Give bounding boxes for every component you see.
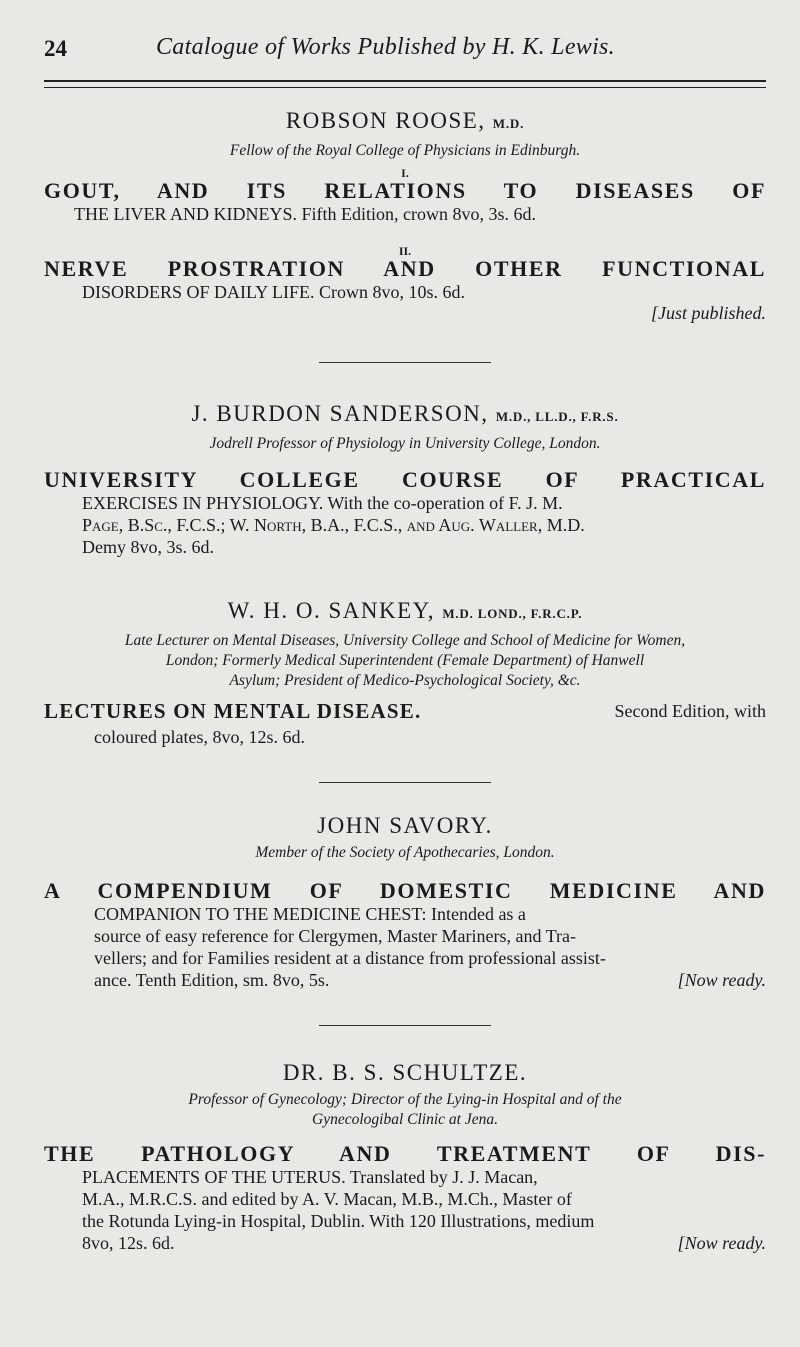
- entry-robson-roose: [44, 108, 766, 324]
- author-name: W. H. O. SANKEY, M.D. LOND., F.R.C.P.: [227, 598, 583, 623]
- work-title: THE PATHOLOGY AND TREATMENT OF DIS-: [44, 1141, 766, 1166]
- publication-note: [Now ready.: [677, 1233, 766, 1253]
- work-description-line: Page, B.Sc., F.C.S.; W. North, B.A., F.C.S., and Aug. Waller, M.D.: [82, 515, 585, 535]
- work-title: NERVE PROSTRATION AND OTHER FUNCTIONAL: [44, 256, 766, 281]
- work-description-line: COMPANION TO THE MEDICINE CHEST: Intended as a: [94, 904, 526, 924]
- work-title: GOUT, AND ITS RELATIONS TO DISEASES OF: [44, 178, 766, 203]
- work-description-last: [44, 1232, 766, 1254]
- author-affiliation-line: Gynecologibal Clinic at Jena.: [312, 1111, 498, 1128]
- work-description-line: PLACEMENTS OF THE UTERUS. Translated by J. J. Macan,: [82, 1167, 538, 1187]
- work-description-line: vellers; and for Families resident at a distance from professional assist-: [94, 948, 606, 968]
- author-name: JOHN SAVORY.: [317, 813, 493, 838]
- author-affiliation: Fellow of the Royal College of Physicians in Edinburgh.: [229, 142, 581, 159]
- author-name: J. BURDON SANDERSON, M.D., LL.D., F.R.S.: [191, 401, 619, 426]
- work-title: A COMPENDIUM OF DOMESTIC MEDICINE AND: [44, 878, 766, 903]
- work-description: THE LIVER AND KIDNEYS. Fifth Edition, crown 8vo, 3s. 6d.: [74, 204, 536, 224]
- header-double-rule: [44, 80, 766, 88]
- work-description-line: EXERCISES IN PHYSIOLOGY. With the co-operation of F. J. M.: [82, 493, 563, 513]
- page-number: 24: [44, 36, 67, 61]
- work-numeral: I.: [401, 166, 409, 180]
- work-title: UNIVERSITY COLLEGE COURSE OF PRACTICAL: [44, 467, 766, 492]
- author-name: ROBSON ROOSE, M.D.: [285, 108, 525, 133]
- entry-schultze: [44, 1060, 766, 1254]
- author-name: DR. B. S. SCHULTZE.: [282, 1060, 528, 1085]
- section-divider: [319, 1025, 491, 1026]
- work-description-last: [44, 969, 766, 991]
- running-title: Catalogue of Works Published by H. K. Lewis.: [156, 34, 615, 60]
- work-description: DISORDERS OF DAILY LIFE. Crown 8vo, 10s. 6d.: [82, 282, 466, 302]
- work-description-line: Demy 8vo, 3s. 6d.: [82, 537, 214, 557]
- work-description-line: M.A., M.R.C.S. and edited by A. V. Macan, M.B., M.Ch., Master of: [82, 1189, 572, 1209]
- author-affiliation-line: Professor of Gynecology; Director of the Lying-in Hospital and of the: [188, 1091, 622, 1108]
- work-description-line: the Rotunda Lying-in Hospital, Dublin. With 120 Illustrations, medium: [82, 1211, 595, 1231]
- work-numeral: II.: [398, 244, 412, 258]
- author-degrees: M.D.: [492, 116, 525, 131]
- work-description-line: 8vo, 12s. 6d.: [82, 1233, 175, 1253]
- author-affiliation-line: Asylum; President of Medico-Psychological Society, &c.: [229, 672, 581, 689]
- publication-note: [Now ready.: [677, 970, 766, 990]
- author-degrees: M.D., LL.D., F.R.S.: [495, 409, 619, 424]
- author-degrees: M.D. LOND., F.R.C.P.: [442, 606, 583, 621]
- work-description-line: ance. Tenth Edition, sm. 8vo, 5s.: [94, 970, 330, 990]
- page-header: [44, 32, 766, 72]
- work-title-line: [44, 699, 766, 726]
- publication-note: [Just published.: [651, 303, 766, 323]
- author-affiliation: Member of the Society of Apothecaries, London.: [255, 844, 555, 861]
- work-title-tail: Second Edition, with: [614, 701, 766, 721]
- work-description-line: source of easy reference for Clergymen, Master Mariners, and Tra-: [94, 926, 576, 946]
- author-affiliation-line: London; Formerly Medical Superintendent (Female Department) of Hanwell: [165, 652, 645, 669]
- work-title: LECTURES ON MENTAL DISEASE.: [44, 699, 422, 723]
- entry-burdon-sanderson: [44, 401, 766, 558]
- entry-savory: [44, 813, 766, 991]
- section-divider: [319, 362, 491, 363]
- work-description: coloured plates, 8vo, 12s. 6d.: [94, 727, 305, 747]
- section-divider: [319, 782, 491, 783]
- author-affiliation-line: Late Lecturer on Mental Diseases, University College and School of Medicine for Women,: [124, 632, 686, 649]
- author-affiliation: Jodrell Professor of Physiology in University College, London.: [209, 435, 601, 452]
- entry-sankey: [44, 598, 766, 748]
